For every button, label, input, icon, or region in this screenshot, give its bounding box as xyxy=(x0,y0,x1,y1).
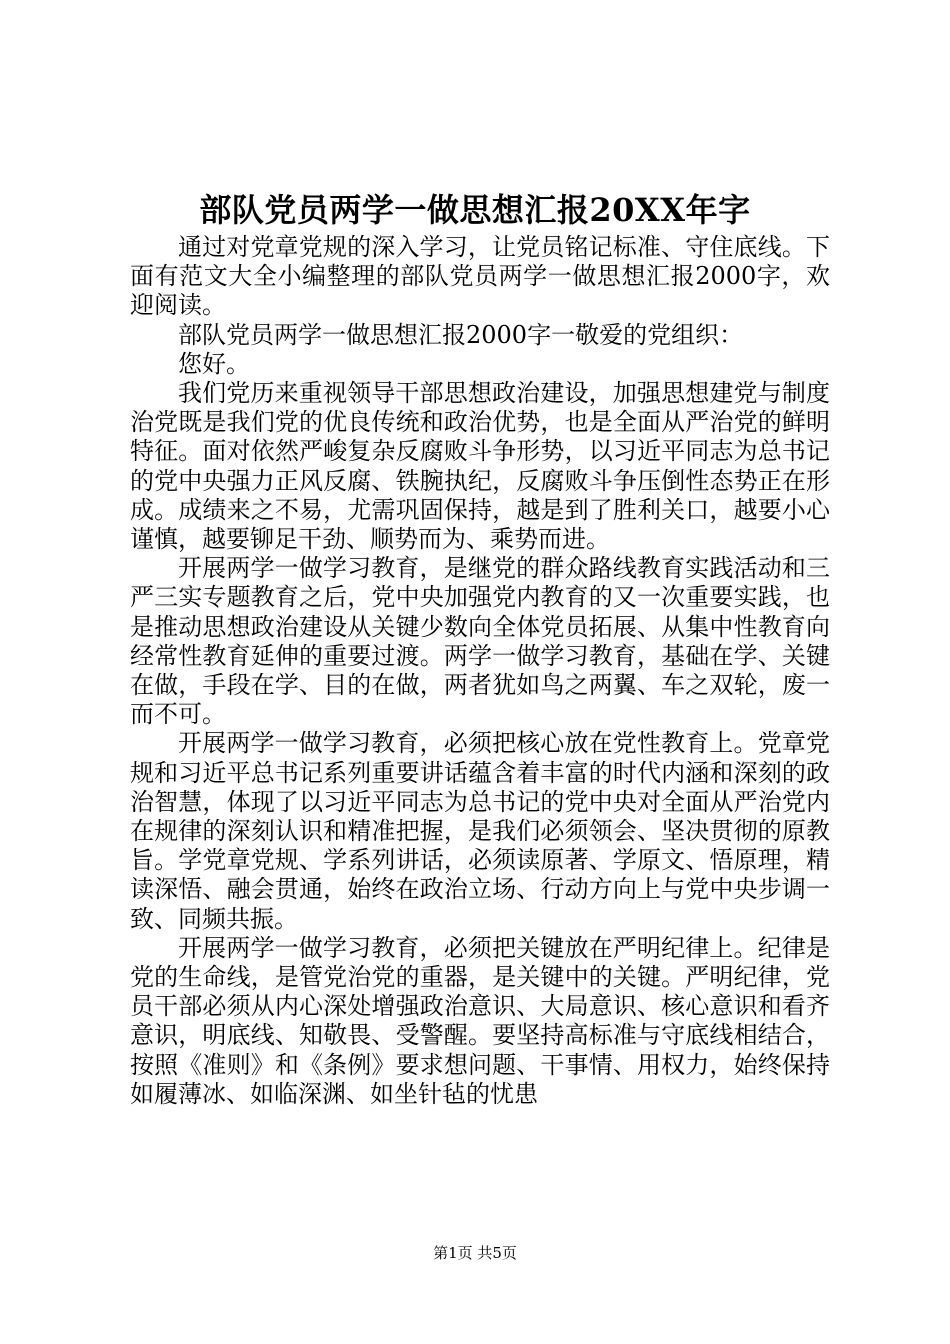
document-body xyxy=(130,233,830,1109)
document-title: 部队党员两学一做思想汇报20XX年字 xyxy=(199,191,751,229)
paragraph-body-1: 我们党历来重视领导干部思想政治建设，加强思想建党与制度治党既是我们党的优良传统和政治优势，也是全面从严治党的鲜明特征。面对依然严峻复杂反腐败斗争形势，以习近平同志为总书记的党中央强力正风反腐、铁腕执纪，反腐败斗争压倒性态势正在形成。成绩来之不易，尤需巩固保持，越是到了胜利关口，越要小心谨慎，越要铆足干劲、顺势而为、乘势而进。 xyxy=(130,379,830,554)
paragraph-greeting: 您好。 xyxy=(178,349,250,378)
paragraph-body-2: 开展两学一做学习教育，是继党的群众路线教育实践活动和三严三实专题教育之后，党中央加强党内教育的又一次重要实践，也是推动思想政治建设从关键少数向全体党员拓展、从集中性教育向经常性教育延伸的重要过渡。两学一做学习教育，基础在学、关键在做，手段在学、目的在做，两者犹如鸟之两翼、车之双轮，废一而不可。 xyxy=(130,554,830,729)
paragraph-body-3: 开展两学一做学习教育，必须把核心放在党性教育上。党章党规和习近平总书记系列重要讲话蕴含着丰富的时代内涵和深刻的政治智慧，体现了以习近平同志为总书记的党中央对全面从严治党内在规律的深刻认识和精准把握，是我们必须领会、坚决贯彻的原教旨。学党章党规、学系列讲话，必须读原著、学原文、悟原理，精读深悟、融会贯通，始终在政治立场、行动方向上与党中央步调一致、同频共振。 xyxy=(130,729,830,933)
paragraph-intro: 通过对党章党规的深入学习，让党员铭记标准、守住底线。下面有范文大全小编整理的部队党员两学一做思想汇报2000字，欢迎阅读。 xyxy=(130,233,830,320)
paragraph-body-4: 开展两学一做学习教育，必须把关键放在严明纪律上。纪律是党的生命线，是管党治党的重器，是关键中的关键。严明纪律，党员干部必须从内心深处增强政治意识、大局意识、核心意识和看齐意识，明底线、知敬畏、受警醒。要坚持高标准与守底线相结合，按照《准则》和《条例》要求想问题、干事情、用权力，始终保持如履薄冰、如临深渊、如坐针毡的忧患 xyxy=(130,933,830,1108)
paragraph-letter-heading: 部队党员两学一做思想汇报2000字一敬爱的党组织： xyxy=(178,320,744,349)
page-number-footer: 第1页 共5页 xyxy=(433,1244,517,1262)
